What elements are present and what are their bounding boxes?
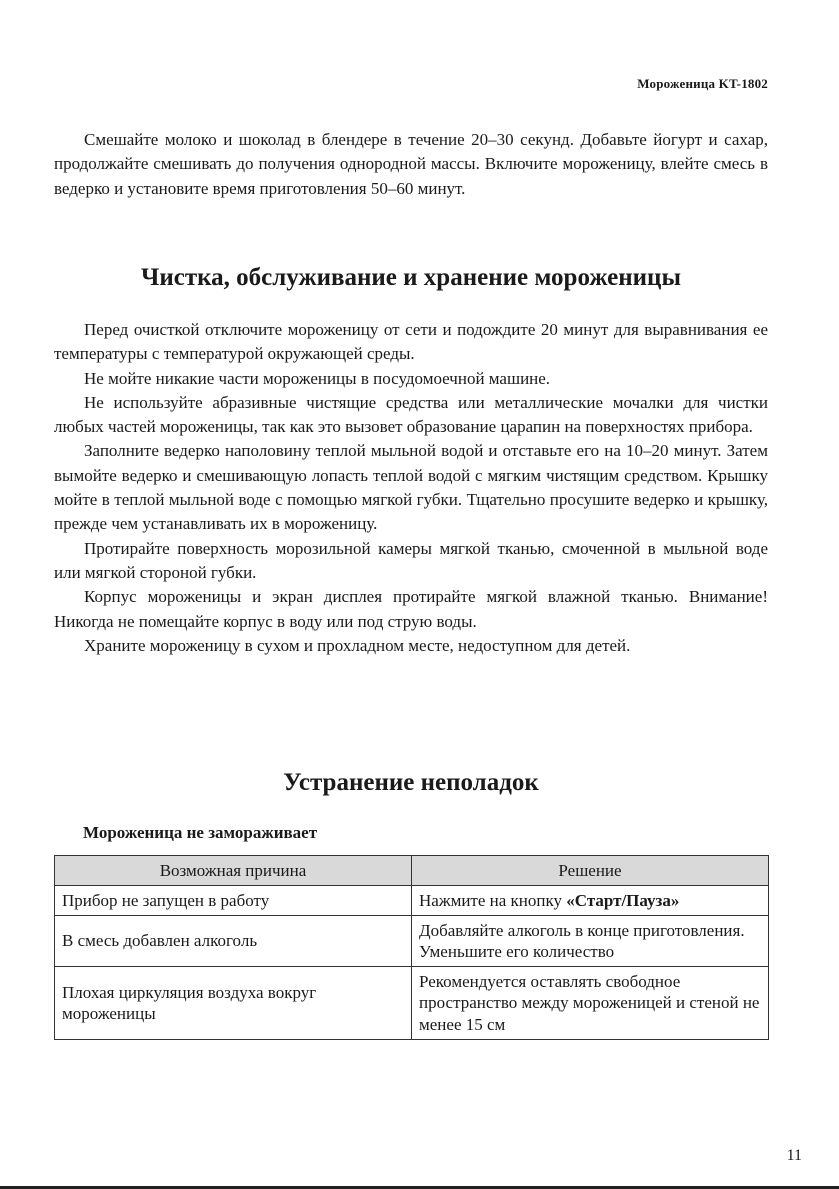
column-header-solution: Решение xyxy=(412,856,769,886)
table-row xyxy=(55,886,769,916)
cause-cell: Плохая циркуляция воздуха вокруг мороженицы xyxy=(55,967,412,1040)
solution-text: Нажмите на кнопку xyxy=(419,890,567,910)
solution-cell: Рекомендуется оставлять свободное пространство между мороженицей и стеной не менее 15 см xyxy=(412,967,769,1040)
cause-cell: Прибор не запущен в работу xyxy=(55,886,412,916)
start-pause-button-label: «Старт/Пауза» xyxy=(566,890,680,910)
problem-subheading: Мороженица не замораживает xyxy=(83,823,318,842)
page-number: 11 xyxy=(786,1147,802,1164)
column-header-cause: Возможная причина xyxy=(55,856,412,886)
cause-cell: В смесь добавлен алкоголь xyxy=(55,916,412,967)
troubleshooting-table xyxy=(54,855,769,1040)
table-row xyxy=(55,967,769,1040)
cleaning-paragraph: Перед очисткой отключите мороженицу от сети и подождите 20 минут для выравнивания ее температуры с температурой окружающей среды. xyxy=(54,320,768,364)
solution-cell: Добавляйте алкоголь в конце приготовления. Уменьшите его количество xyxy=(412,916,769,967)
cleaning-paragraph: Храните мороженицу в сухом и прохладном месте, недоступном для детей. xyxy=(84,635,631,655)
recipe-paragraph: Смешайте молоко и шоколад в блендере в течение 20–30 секунд. Добавьте йогурт и сахар, продолжайте смешивать до получения однородной массы. Включите мороженицу, влейте смесь в ведерко и установите время приготовления 50–60 минут. xyxy=(54,130,768,198)
running-header-title: Мороженица KT-1802 xyxy=(637,76,768,91)
cleaning-paragraph: Не используйте абразивные чистящие средства или металлические мочалки для чистки любых частей мороженицы, так как это вызовет образование царапин на поверхностях прибора. xyxy=(54,392,768,437)
cleaning-paragraphs xyxy=(54,318,768,658)
cleaning-paragraph: Корпус мороженицы и экран дисплея протирайте мягкой влажной тканью. Внимание! Никогда не помещайте корпус в воду или под струю воды. xyxy=(54,587,768,631)
cleaning-paragraph: Протирайте поверхность морозильной камеры мягкой тканью, смоченной в мыльной воде или мягкой стороной губки. xyxy=(54,538,768,582)
cleaning-paragraph: Заполните ведерко наполовину теплой мыльной водой и отставьте его на 10–20 минут. Затем вымойте ведерко и смешивающую лопасть теплой водой с мягким чистящим средством. Крышку мойте в теплой мыльной воде с помощью мягкой губки. Тщательно просушите ведерко и крышку, прежде чем устанавливать их в мороженицу. xyxy=(54,441,768,534)
troubleshooting-section-heading: Устранение неполадок xyxy=(283,769,539,796)
table-row xyxy=(55,916,769,967)
cleaning-section-heading: Чистка, обслуживание и хранение мороженицы xyxy=(141,264,681,291)
cleaning-paragraph: Не мойте никакие части мороженицы в посудомоечной машине. xyxy=(84,368,551,388)
table-header-row xyxy=(55,856,769,886)
intro-paragraph-block xyxy=(54,128,768,201)
solution-cell xyxy=(412,886,769,916)
